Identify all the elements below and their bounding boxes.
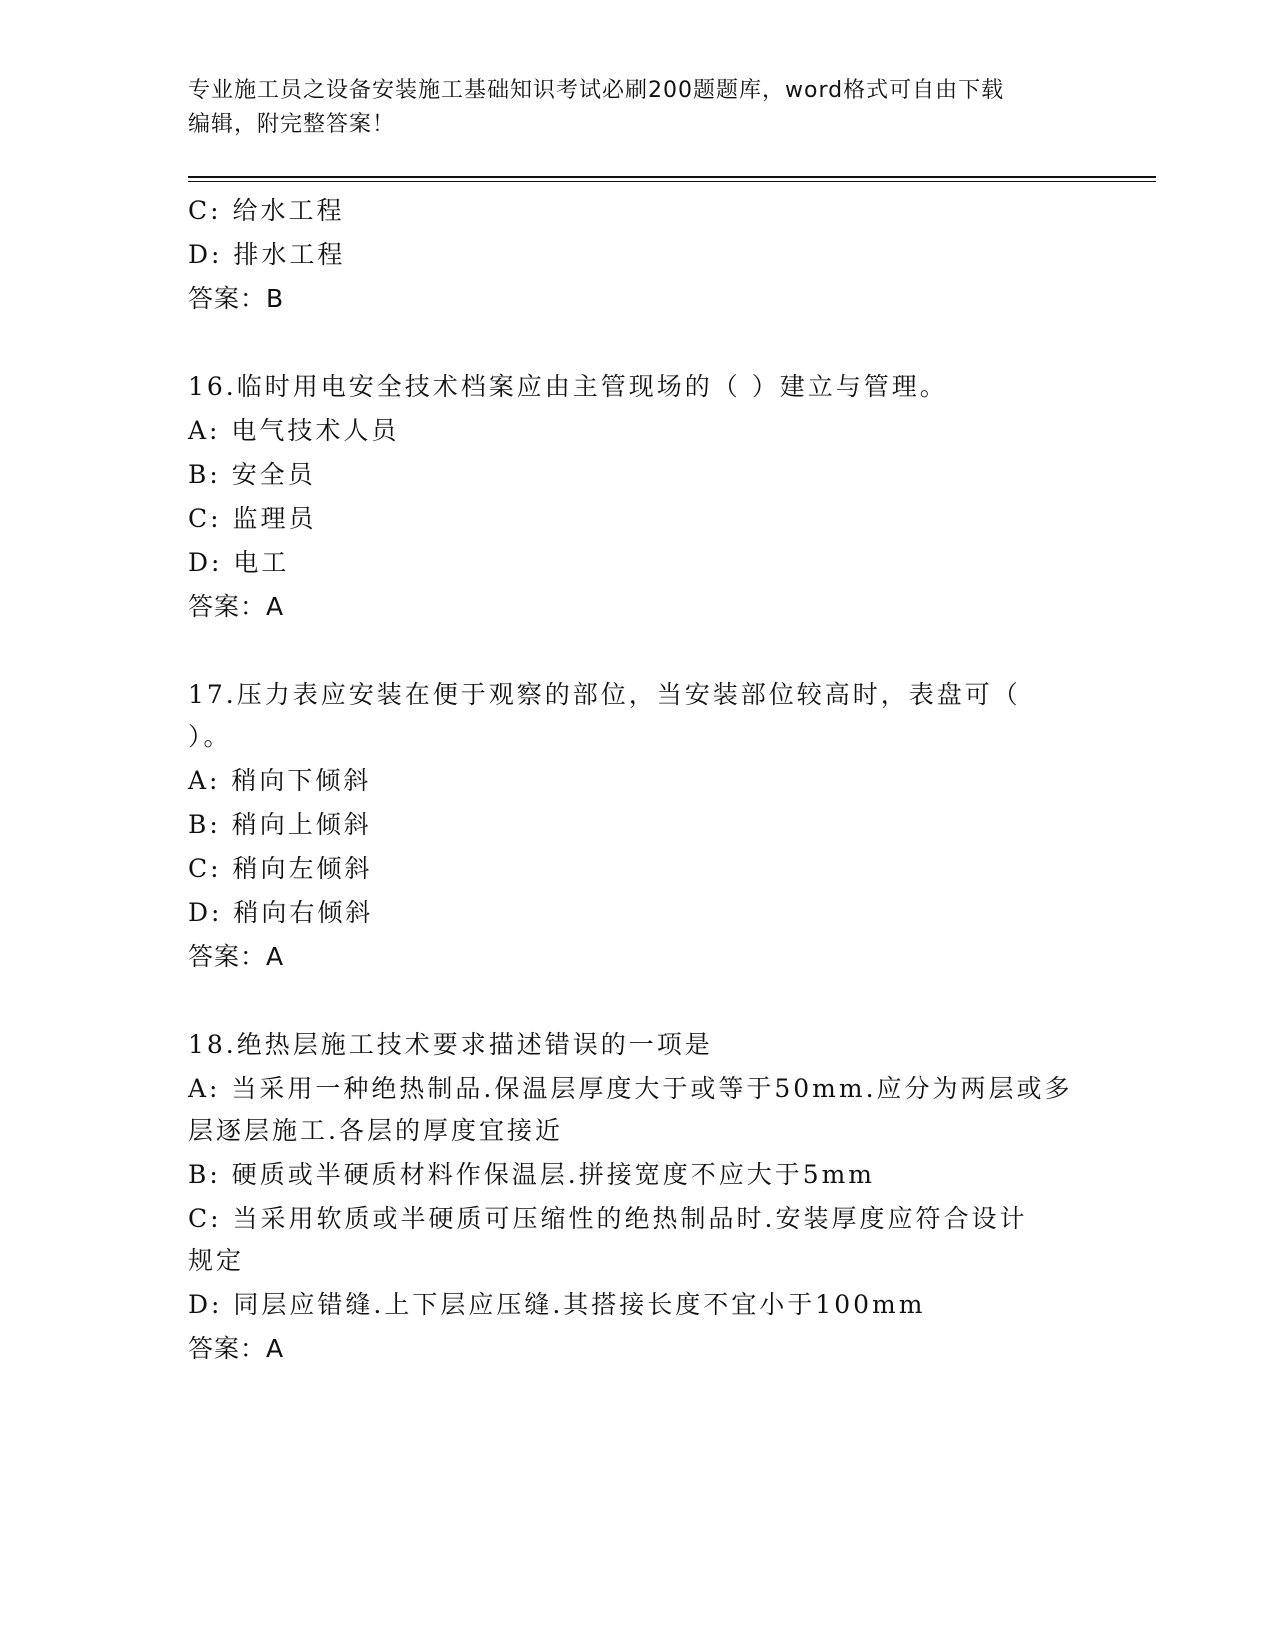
q18-answer: 答案：A bbox=[188, 1334, 285, 1363]
q15-answer: 答案：B bbox=[188, 284, 285, 313]
q18-option-c-line-1: C: 当采用软质或半硬质可压缩性的绝热制品时.安装厚度应符合设计 bbox=[188, 1204, 1028, 1233]
q17-option-a: A: 稍向下倾斜 bbox=[188, 766, 372, 795]
q16-option-b: B: 安全员 bbox=[188, 460, 316, 489]
q18-option-c-line-2: 规定 bbox=[188, 1246, 245, 1275]
q17-option-d: D: 稍向右倾斜 bbox=[188, 898, 374, 927]
q17-option-c: C: 稍向左倾斜 bbox=[188, 854, 373, 883]
q16-question: 16.临时用电安全技术档案应由主管现场的（ ）建立与管理。 bbox=[188, 372, 948, 401]
header-title-line-2: 编辑，附完整答案！ bbox=[188, 112, 396, 137]
q16-answer: 答案：A bbox=[188, 592, 285, 621]
q18-option-d: D: 同层应错缝.上下层应压缝.其搭接长度不宜小于100mm bbox=[188, 1290, 926, 1319]
q17-option-b: B: 稍向上倾斜 bbox=[188, 810, 372, 839]
q17-answer: 答案：A bbox=[188, 942, 285, 971]
q16-option-a: A: 电气技术人员 bbox=[188, 416, 400, 445]
header-title-line-1: 专业施工员之设备安装施工基础知识考试必刷200题题库，word格式可自由下载 bbox=[188, 78, 1005, 103]
q15-option-d: D: 排水工程 bbox=[188, 240, 346, 269]
q17-question-line-2: ）。 bbox=[188, 722, 232, 751]
q16-option-d: D: 电工 bbox=[188, 548, 290, 577]
document-header bbox=[188, 74, 1088, 142]
q18-option-a-line-2: 层逐层施工.各层的厚度宜接近 bbox=[188, 1116, 563, 1145]
q15-option-c: C: 给水工程 bbox=[188, 196, 345, 225]
header-divider-thin bbox=[188, 181, 1156, 182]
q16-option-c: C: 监理员 bbox=[188, 504, 317, 533]
q18-option-a-line-1: A: 当采用一种绝热制品.保温层厚度大于或等于50mm.应分为两层或多 bbox=[188, 1074, 1073, 1103]
q18-question: 18.绝热层施工技术要求描述错误的一项是 bbox=[188, 1030, 713, 1059]
q17-question-line-1: 17.压力表应安装在便于观察的部位，当安装部位较高时，表盘可（ bbox=[188, 680, 1021, 709]
q18-option-b: B: 硬质或半硬质材料作保温层.拼接宽度不应大于5mm bbox=[188, 1160, 876, 1189]
header-divider-thick bbox=[188, 176, 1156, 178]
